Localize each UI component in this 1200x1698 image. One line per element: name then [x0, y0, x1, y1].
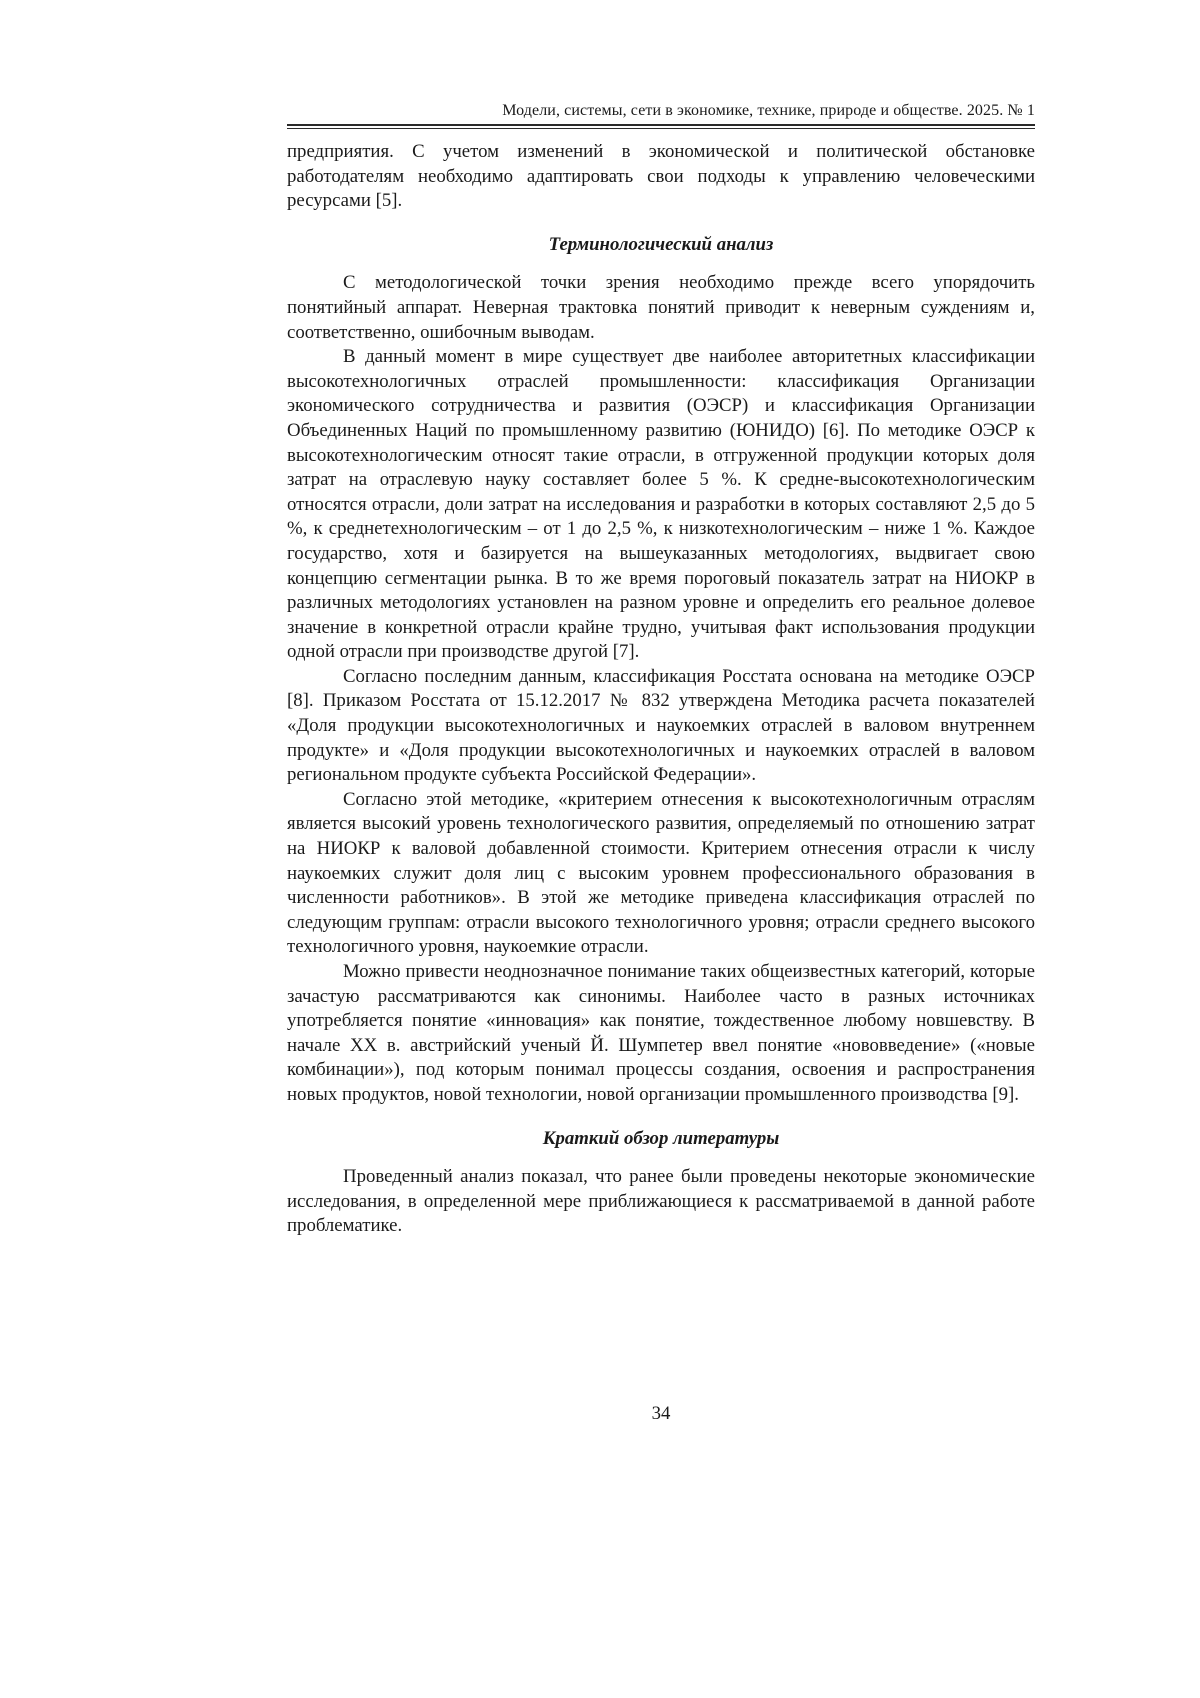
- article-body: [287, 140, 1035, 1239]
- section-heading-literature-review: Краткий обзор литературы: [542, 1127, 780, 1149]
- paragraph: Проведенный анализ показал, что ранее были проведены некоторые экономические исследования, в определенной мере приближающиеся к рассматриваемой в данной работе проблематике.: [287, 1166, 1035, 1237]
- paragraph: С методологической точки зрения необходимо прежде всего упорядочить понятийный аппарат. Неверная трактовка понятий приводит к неверным суждениям и, соответственно, ошибочным выводам.: [287, 272, 1035, 343]
- header-rule-thin: [287, 128, 1035, 129]
- header-rule-thick: [287, 124, 1035, 126]
- paragraph: Можно привести неоднозначное понимание таких общеизвестных категорий, которые зачастую рассматриваются как синонимы. Наиболее часто в разных источниках употребляется понятие «инновация» как понятие, тождественное любому новшевству. В начале XX в. австрийский ученый Й. Шумпетер ввел понятие «нововведение» («новые комбинации»), под которым понимал процессы создания, освоения и распространения новых продуктов, новой технологии, новой организации промышленного производства [9].: [287, 961, 1035, 1105]
- running-header: Модели, системы, сети в экономике, технике, природе и обществе. 2025. № 1: [502, 102, 1035, 119]
- page-number: 34: [651, 1403, 671, 1424]
- paragraph: В данный момент в мире существует две наиболее авторитетных классификации высокотехнологичных отраслей промышленности: классификация Организации экономического сотрудничества и развития (ОЭСР) и классификация Организации Объединенных Наций по промышленному развитию (ЮНИДО) [6]. По методике ОЭСР к высокотехнологическим относят такие отрасли, в отгруженной продукции которых доля затрат на отраслевую науку составляет более 5 %. К средне-высокотехнологическим относятся отрасли, доли затрат на исследования и разработки в которых составляют 2,5 до 5 %, к среднетехнологическим – от 1 до 2,5 %, к низкотехнологическим – ниже 1 %. Каждое государство, хотя и базируется на вышеуказанных методологиях, выдвигает свою концепцию сегментации рынка. В то же время пороговый показатель затрат на НИОКР в различных методологиях установлен на разном уровне и определить его реальное долевое значение в конкретной отрасли крайне трудно, учитывая факт использования продукции одной отрасли при производстве другой [7].: [287, 346, 1035, 663]
- paragraph-continued: предприятия. С учетом изменений в экономической и политической обстановке работодателям необходимо адаптировать свои подходы к управлению человеческими ресурсами [5].: [287, 141, 1035, 212]
- section-heading-terminology: Терминологический анализ: [548, 233, 774, 255]
- paragraph: Согласно этой методике, «критерием отнесения к высокотехнологичным отраслям является высокий уровень технологического развития, определяемый по отношению затрат на НИОКР к валовой добавленной стоимости. Критерием отнесения отрасли к числу наукоемких служит доля лиц с высоким уровнем профессионального образования в численности работников». В этой же методике приведена классификация отраслей по следующим группам: отрасли высокого технологичного уровня; отрасли среднего высокого технологичного уровня, наукоемкие отрасли.: [287, 788, 1035, 958]
- paragraph: Согласно последним данным, классификация Росстата основана на методике ОЭСР [8]. Приказом Росстата от 15.12.2017 № 832 утверждена Методика расчета показателей «Доля продукции высокотехнологичных и наукоемких отраслей в валовом внутреннем продукте» и «Доля продукции высокотехнологичных и наукоемких отраслей в валовом региональном продукте субъекта Российской Федерации».: [287, 665, 1035, 786]
